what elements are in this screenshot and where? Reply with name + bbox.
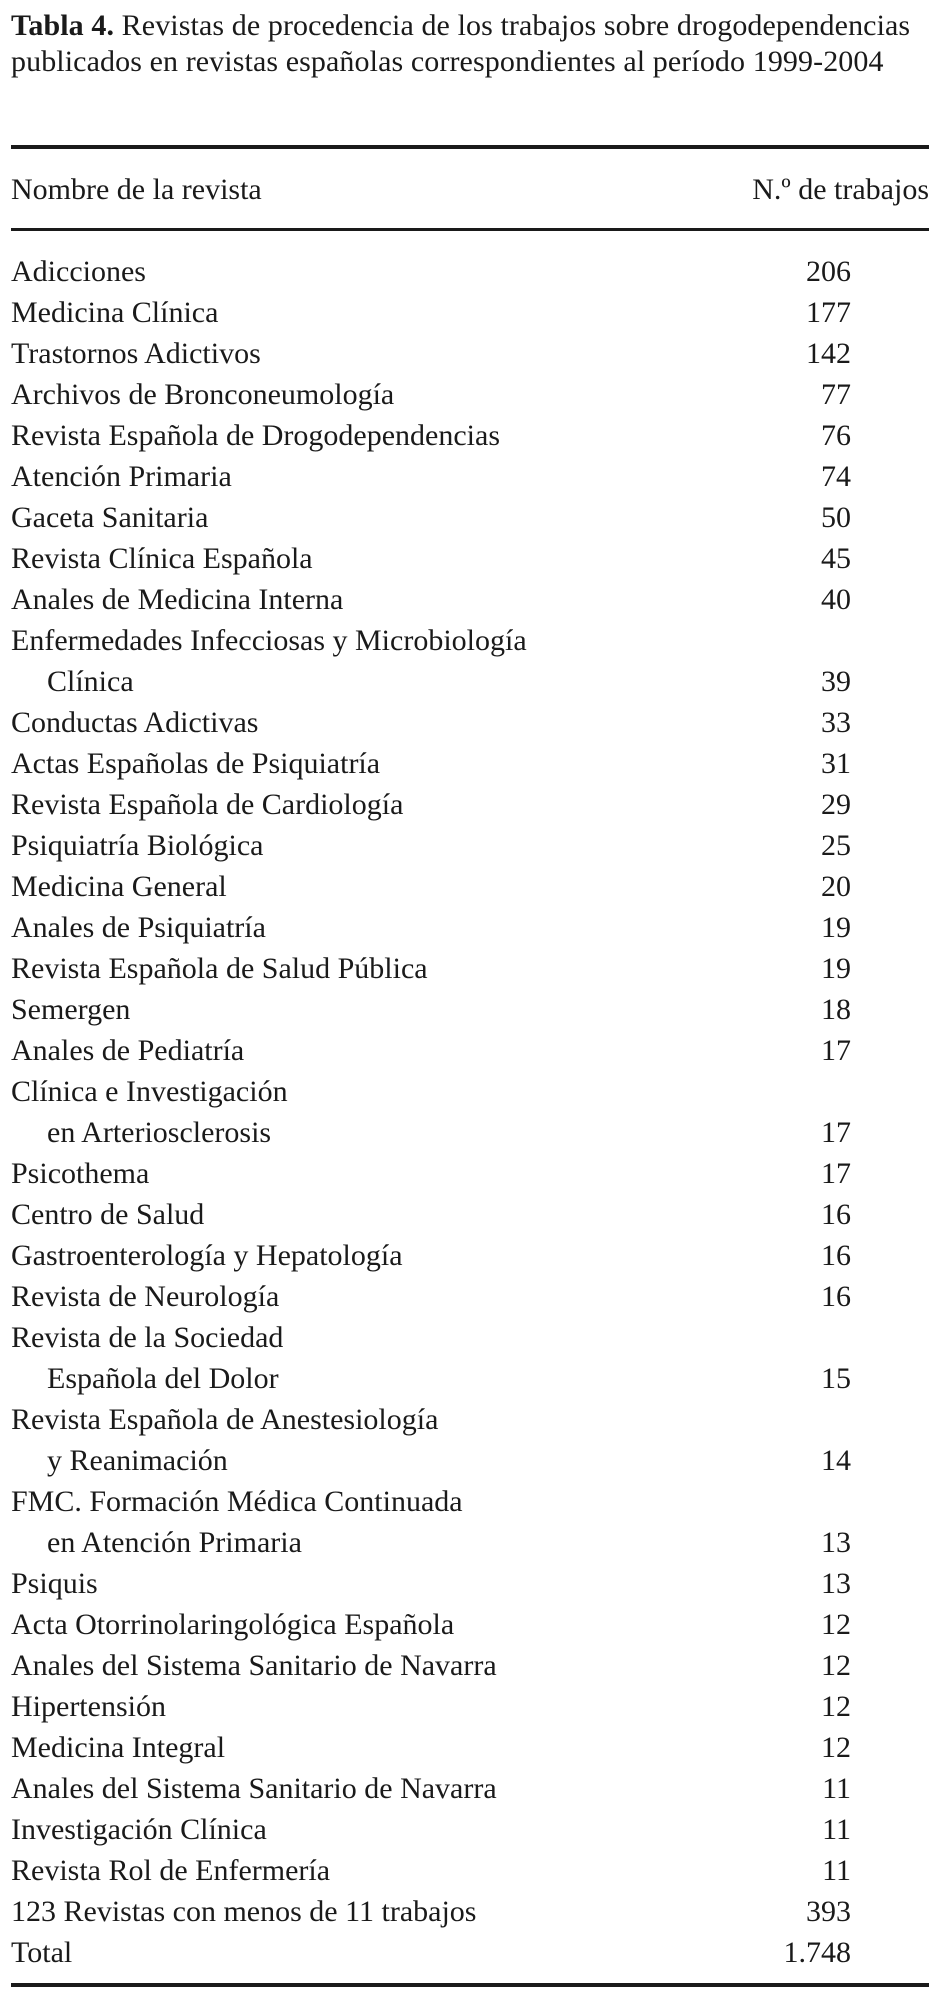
- table-caption-label: Tabla 4.: [11, 9, 115, 42]
- table-row: [11, 866, 929, 907]
- table-row: [11, 538, 929, 579]
- header-rule: [11, 228, 929, 231]
- journal-name: Enfermedades Infecciosas y Microbiología: [11, 624, 527, 657]
- table-row: [11, 784, 929, 825]
- work-count: 16: [821, 1280, 851, 1313]
- journal-name: Anales de Pediatría: [11, 1034, 245, 1067]
- work-count: 17: [821, 1157, 851, 1190]
- work-count: 14: [821, 1444, 851, 1477]
- work-count: 16: [821, 1198, 851, 1231]
- table-row: [11, 948, 929, 989]
- table-row: [11, 1809, 929, 1850]
- work-count: 17: [821, 1034, 851, 1067]
- work-count: 12: [821, 1608, 851, 1641]
- work-count: 25: [821, 829, 851, 862]
- work-count: 16: [821, 1239, 851, 1272]
- work-count: 33: [821, 706, 851, 739]
- work-count: 142: [806, 337, 851, 370]
- work-count: 206: [806, 255, 851, 288]
- table-caption-text: Revistas de procedencia de los trabajos sobre drogodependencias publicados en revistas españolas correspondientes al período 1999-2004: [11, 9, 911, 78]
- work-count: 12: [821, 1690, 851, 1723]
- work-count: 12: [821, 1731, 851, 1764]
- table-row: [11, 1563, 929, 1604]
- work-count: 29: [821, 788, 851, 821]
- journal-name: Revista Española de Cardiología: [11, 788, 404, 821]
- table-row: [11, 374, 929, 415]
- journal-name: Archivos de Bronconeumología: [11, 378, 395, 411]
- work-count: 74: [821, 460, 851, 493]
- work-count: 15: [821, 1362, 851, 1395]
- table-row: [11, 1194, 929, 1235]
- work-count: 39: [821, 665, 851, 698]
- work-count: 11: [822, 1813, 851, 1846]
- journal-name: Acta Otorrinolaringológica Española: [11, 1608, 455, 1641]
- table-row: [11, 1153, 929, 1194]
- journal-name: Semergen: [11, 993, 131, 1026]
- table-caption: [11, 8, 911, 80]
- journal-name: Psiquis: [11, 1567, 98, 1600]
- table-row: [11, 456, 929, 497]
- work-count: 177: [806, 296, 851, 329]
- table-row: [11, 1850, 929, 1891]
- journal-name: Centro de Salud: [11, 1198, 205, 1231]
- table-row: [11, 1686, 929, 1727]
- journal-name: FMC. Formación Médica Continuada: [11, 1485, 463, 1518]
- table-row: [11, 1768, 929, 1809]
- journal-name: Investigación Clínica: [11, 1813, 267, 1846]
- work-count: 13: [821, 1567, 851, 1600]
- work-count: 11: [822, 1772, 851, 1805]
- table-row: [11, 1645, 929, 1686]
- journal-name: Trastornos Adictivos: [11, 337, 261, 370]
- journal-name: Anales de Medicina Interna: [11, 583, 344, 616]
- work-count: 76: [821, 419, 851, 452]
- journal-name: Medicina General: [11, 870, 227, 903]
- journal-name: Anales de Psiquiatría: [11, 911, 266, 944]
- journal-name: Revista Española de Anestesiología: [11, 1403, 439, 1436]
- table-row: [11, 1030, 929, 1071]
- top-rule: [11, 145, 929, 149]
- work-count: 19: [821, 911, 851, 944]
- journal-name: Psiquiatría Biológica: [11, 829, 264, 862]
- work-count: 77: [821, 378, 851, 411]
- journal-name-continuation: Clínica: [47, 665, 134, 698]
- journal-name: Atención Primaria: [11, 460, 232, 493]
- work-count: 19: [821, 952, 851, 985]
- table-row: [11, 1317, 929, 1399]
- journal-name-continuation: y Reanimación: [47, 1444, 228, 1477]
- table-row: [11, 1276, 929, 1317]
- journal-name: Revista Clínica Española: [11, 542, 313, 575]
- journal-name: Revista de la Sociedad: [11, 1321, 284, 1354]
- journal-name: Medicina Integral: [11, 1731, 226, 1764]
- journal-name: Gaceta Sanitaria: [11, 501, 209, 534]
- table-row: [11, 1891, 929, 1932]
- table-row: [11, 415, 929, 456]
- table-header: [11, 170, 929, 210]
- table-body: [11, 251, 929, 1973]
- table-row: [11, 1071, 929, 1153]
- journal-name: Revista Española de Drogodependencias: [11, 419, 501, 452]
- table-row: [11, 333, 929, 374]
- table-row: [11, 579, 929, 620]
- table-row: [11, 1727, 929, 1768]
- table-row: [11, 1932, 929, 1973]
- column-header-name: Nombre de la revista: [11, 173, 262, 206]
- journal-name: Psicothema: [11, 1157, 150, 1190]
- journal-name-continuation: en Atención Primaria: [47, 1526, 302, 1559]
- work-count: 50: [821, 501, 851, 534]
- journal-name: Revista Rol de Enfermería: [11, 1854, 331, 1887]
- table-row: [11, 743, 929, 784]
- work-count: 40: [821, 583, 851, 616]
- table-row: [11, 620, 929, 702]
- journal-name: Gastroenterología y Hepatología: [11, 1239, 403, 1272]
- work-count: 17: [821, 1116, 851, 1149]
- work-count: 1.748: [783, 1936, 851, 1969]
- journal-name-continuation: Española del Dolor: [47, 1362, 279, 1395]
- table-row: [11, 907, 929, 948]
- table-row: [11, 989, 929, 1030]
- journal-name: Hipertensión: [11, 1690, 166, 1723]
- table-row: [11, 251, 929, 292]
- work-count: 18: [821, 993, 851, 1026]
- journal-name: Anales del Sistema Sanitario de Navarra: [11, 1772, 497, 1805]
- journal-name: Clínica e Investigación: [11, 1075, 288, 1108]
- journal-name-continuation: en Arteriosclerosis: [47, 1116, 272, 1149]
- table-row: [11, 1481, 929, 1563]
- journal-name: Total: [11, 1936, 73, 1969]
- table-row: [11, 497, 929, 538]
- table-row: [11, 1235, 929, 1276]
- journal-name: Medicina Clínica: [11, 296, 219, 329]
- work-count: 31: [821, 747, 851, 780]
- work-count: 45: [821, 542, 851, 575]
- column-header-count: N.º de trabajos: [752, 173, 929, 206]
- journal-name: Revista de Neurología: [11, 1280, 280, 1313]
- table-row: [11, 825, 929, 866]
- journal-name: Adicciones: [11, 255, 146, 288]
- table-row: [11, 702, 929, 743]
- bottom-rule: [11, 1983, 929, 1987]
- table-row: [11, 292, 929, 333]
- table-row: [11, 1399, 929, 1481]
- journal-name: Actas Españolas de Psiquiatría: [11, 747, 381, 780]
- work-count: 12: [821, 1649, 851, 1682]
- work-count: 20: [821, 870, 851, 903]
- journal-name: Conductas Adictivas: [11, 706, 259, 739]
- journal-name: Anales del Sistema Sanitario de Navarra: [11, 1649, 497, 1682]
- table-row: [11, 1604, 929, 1645]
- work-count: 11: [822, 1854, 851, 1887]
- work-count: 13: [821, 1526, 851, 1559]
- journal-name: Revista Española de Salud Pública: [11, 952, 428, 985]
- journal-name: 123 Revistas con menos de 11 trabajos: [11, 1895, 477, 1928]
- work-count: 393: [806, 1895, 851, 1928]
